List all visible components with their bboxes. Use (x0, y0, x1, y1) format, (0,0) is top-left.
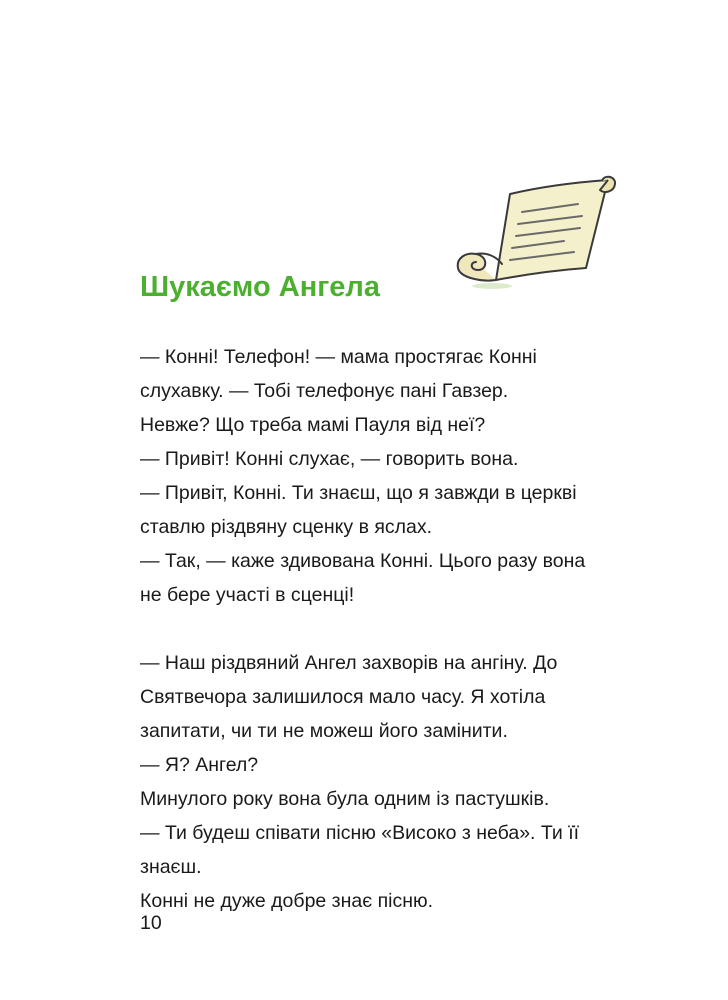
scroll-icon (452, 172, 622, 292)
text-line: ставлю різдвяну сценку в яслах. (140, 516, 433, 538)
text-line: — Я? Ангел? (140, 754, 259, 776)
paragraph-1 (140, 340, 610, 612)
chapter-title: Шукаємо Ангела (140, 271, 380, 303)
text-line: — Привіт, Конні. Ти знаєш, що я завжди в церкві (140, 482, 577, 504)
text-line: — Привіт! Конні слухає, — говорить вона. (140, 448, 519, 470)
text-line: — Конні! Телефон! — мама простягає Конні (140, 346, 537, 368)
text-line: не бере участі в сценці! (140, 584, 355, 606)
text-line: слухавку. — Тобі телефонує пані Гавзер. (140, 380, 509, 402)
text-line: Конні не дуже добре знає пісню. (140, 890, 434, 912)
text-line: — Ти будеш співати пісню «Високо з неба». Ти її (140, 822, 580, 844)
text-line: — Наш різдвяний Ангел захворів на ангіну. До (140, 652, 558, 674)
text-line: Невже? Що треба мамі Пауля від неї? (140, 414, 486, 436)
text-line: знаєш. (140, 856, 202, 878)
paragraph-spacer (140, 612, 610, 646)
text-line: Минулого року вона була одним із пастушків. (140, 788, 550, 810)
story-text (140, 340, 610, 918)
text-line: запитати, чи ти не можеш його замінити. (140, 720, 508, 742)
page-number: 10 (140, 912, 162, 934)
paragraph-2 (140, 646, 610, 918)
text-line: Святвечора залишилося мало часу. Я хотіла (140, 686, 546, 708)
text-line: — Так, — каже здивована Конні. Цього разу вона (140, 550, 586, 572)
